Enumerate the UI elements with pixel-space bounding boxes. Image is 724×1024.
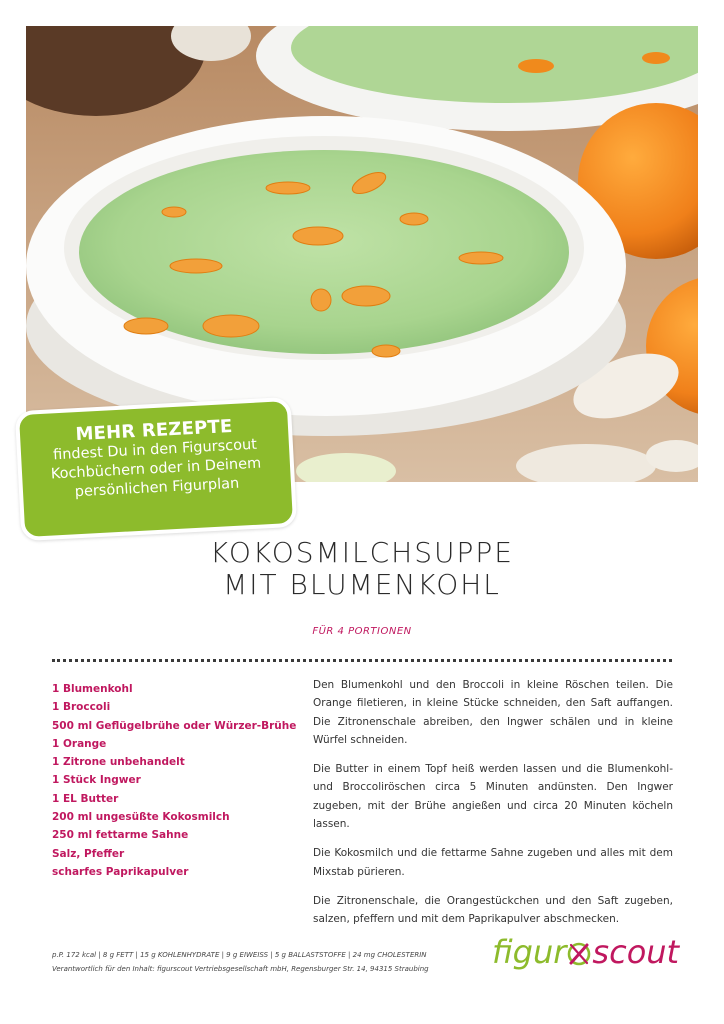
portions-label: FÜR 4 PORTIONEN <box>312 626 412 637</box>
promo-title: MEHR REZEPTE <box>74 415 233 446</box>
method-step: Die Kokosmilch und die fettarme Sahne zugeben und alles mit dem Mixstab pürieren. <box>313 847 673 878</box>
method-text <box>313 676 673 940</box>
ingredient-item: 500 ml Geflügelbrühe oder Würzer-Brühe <box>52 719 297 732</box>
recipe-title <box>0 537 724 601</box>
promo-line: Kochbüchern oder in Deinem <box>50 455 262 483</box>
responsible-info: Verantwortlich für den Inhalt: figurscout Vertriebsgesellschaft mbH, Regensburger Str. 14, 94315 Straubing <box>52 965 429 973</box>
ingredient-item: 1 Orange <box>52 737 107 750</box>
figurscout-logo <box>492 930 679 974</box>
ingredient-item: 250 ml fettarme Sahne <box>52 829 189 842</box>
ingredient-item: 1 Blumenkohl <box>52 683 133 695</box>
ingredient-item: 1 EL Butter <box>52 792 119 805</box>
promo-line: persönlichen Figurplan <box>74 475 240 501</box>
ingredient-item: Salz, Pfeffer <box>52 847 125 860</box>
ingredient-item: scharfes Paprikapulver <box>52 865 189 878</box>
nutrition-info: p.P. 172 kcal | 8 g FETT | 15 g KOHLENHYDRATE | 9 g EIWEISS | 5 g BALLASTSTOFFE | 24 mg CHOLESTERIN <box>52 951 427 959</box>
promo-line: findest Du in den Figurscout <box>52 436 258 464</box>
footer <box>52 948 472 976</box>
dotted-divider <box>52 659 672 662</box>
method-step: Die Zitronenschale, die Orangestückchen und den Saft zugeben, salzen, pfeffern und mit dem Paprikapulver abschmecken. <box>313 894 673 926</box>
recipe-title-line1: KOKOSMILCHSUPPE <box>210 536 514 569</box>
ingredient-item: 1 Zitrone unbehandelt <box>52 756 185 769</box>
ingredient-list <box>52 680 297 881</box>
method-step: Den Blumenkohl und den Broccoli in kleine Röschen teilen. Die Orange filetieren, in kleine Stücke schneiden, den Saft auffangen. Die Zitronenschale abreiben, den Ingwer schälen und in kleine Würfel schneiden. <box>313 679 673 746</box>
promo-badge <box>15 397 297 541</box>
logo-part-figur: figur <box>492 933 567 971</box>
logo-part-scout: scout <box>592 933 680 971</box>
method-step: Die Butter in einem Topf heiß werden lassen und die Blumenkohl- und Broccoliröschen circa 5 Minuten andünsten. Den Ingwer zugeben, mit der Brühe angießen und circa 20 Minuten köcheln lassen. <box>313 763 673 831</box>
recipe-title-line2: MIT BLUMENKOHL <box>223 568 501 601</box>
ingredient-item: 200 ml ungesüßte Kokosmilch <box>52 811 230 824</box>
ingredient-item: 1 Stück Ingwer <box>52 774 141 787</box>
ingredient-item: 1 Broccoli <box>52 701 111 714</box>
logo-mark-icon <box>566 941 592 967</box>
